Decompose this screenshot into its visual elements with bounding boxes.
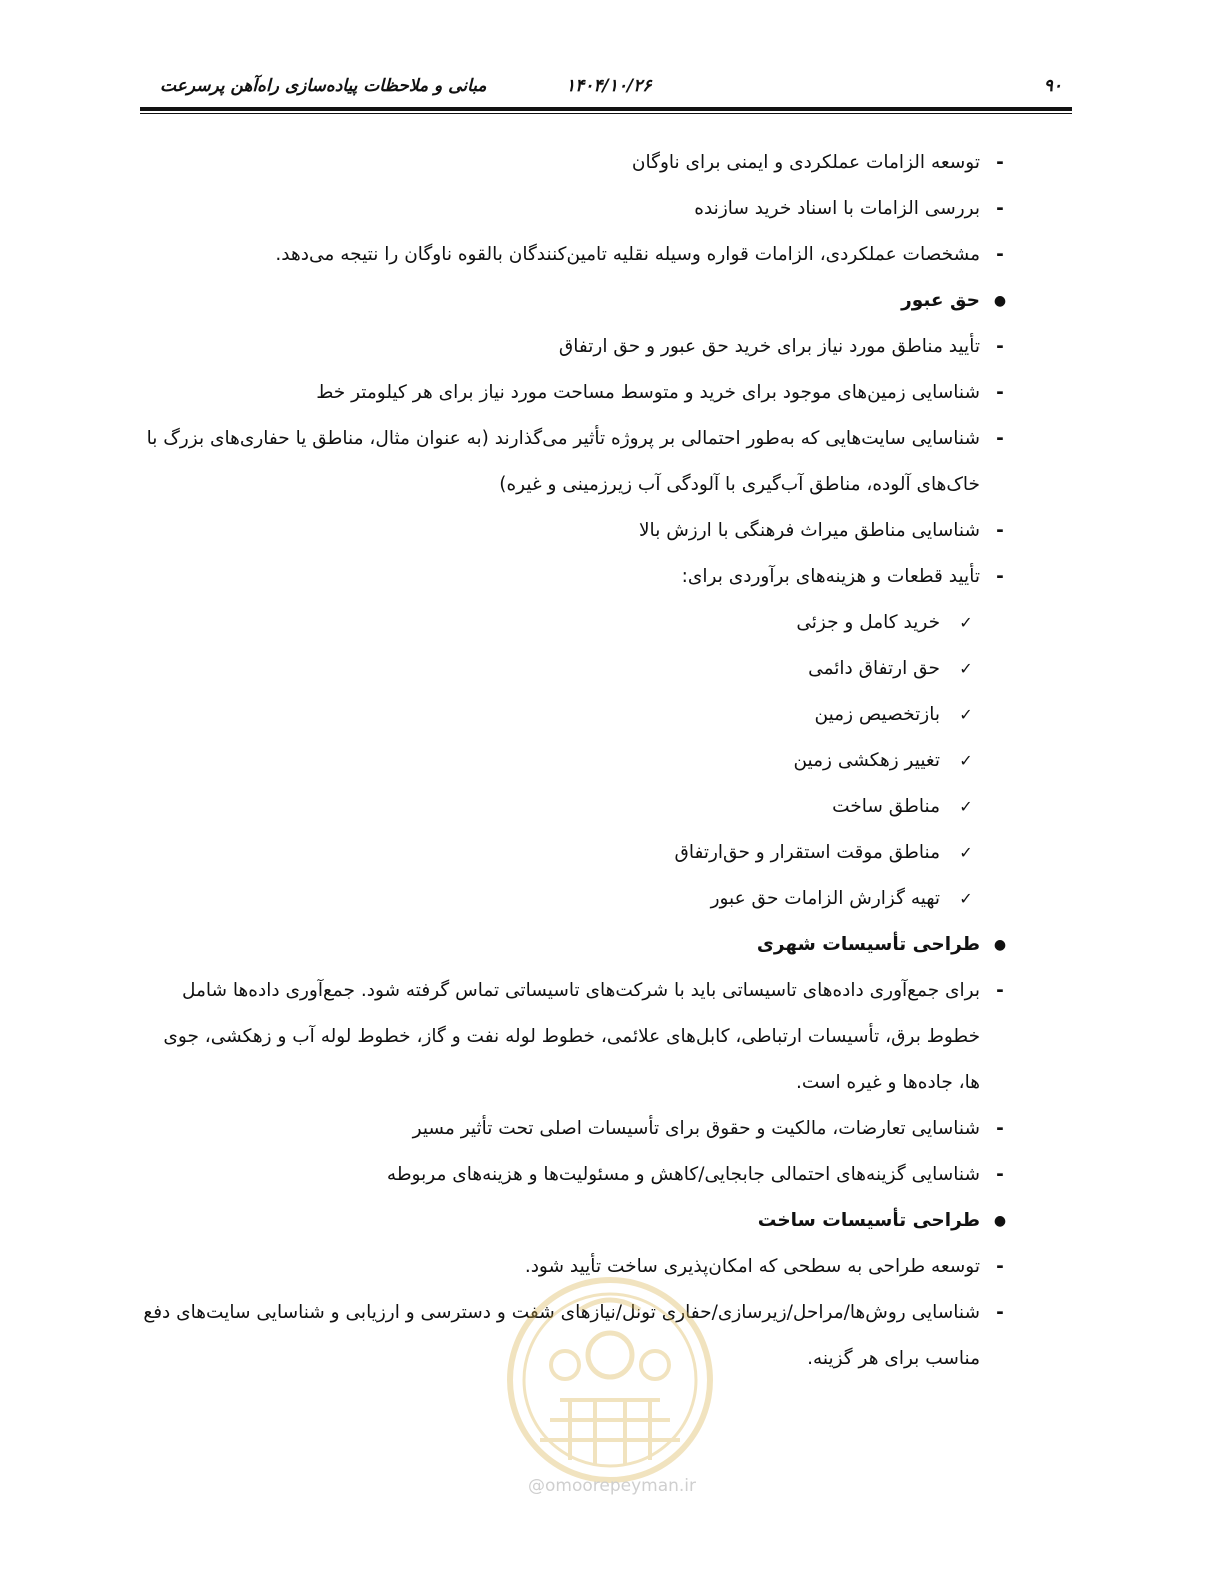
- section-heading-construction-facilities: [140, 1198, 1010, 1244]
- header-rule-thin: [140, 113, 1072, 114]
- list-item-text: توسعه الزامات عملکردی و ایمنی برای ناوگان: [631, 152, 980, 173]
- checklist-item: [140, 738, 976, 784]
- checklist-item-text: حق ارتفاق دائمی: [808, 658, 940, 679]
- dash-marker: -: [996, 244, 1004, 265]
- list-item-text: شناسایی تعارضات، مالکیت و حقوق برای تأسیسات اصلی تحت تأثیر مسیر: [412, 1118, 980, 1139]
- page-header: [140, 72, 1072, 106]
- checkmark-icon: ✓: [959, 889, 973, 908]
- header-rule-thick: [140, 107, 1072, 111]
- dash-marker: -: [996, 1118, 1004, 1139]
- checklist-item: [140, 600, 976, 646]
- list-item: [140, 324, 1010, 370]
- section-heading-text: طراحی تأسیسات ساخت: [757, 1210, 980, 1231]
- dash-marker: -: [996, 382, 1004, 403]
- list-item-text: شناسایی زمین‌های موجود برای خرید و متوسط مساحت مورد نیاز برای هر کیلومتر خط: [316, 382, 980, 403]
- list-item: [140, 232, 1010, 278]
- list-item-text: شناسایی سایت‌هایی که به‌طور احتمالی بر پروژه تأثیر می‌گذارند (به عنوان مثال، مناطق یا حفاری‌های بزرگ با خاک‌های آلوده، مناطق آب‌گیری با آلودگی آب زیرزمینی و غیره): [146, 428, 980, 495]
- checkmark-icon: ✓: [959, 797, 973, 816]
- watermark-seal-icon: [500, 1270, 720, 1510]
- dash-marker: -: [996, 428, 1004, 449]
- header-date: ۱۴۰۴/۱۰/۲۶: [566, 76, 652, 96]
- list-item: [140, 370, 1010, 416]
- header-title: مبانی و ملاحظات پیاده‌سازی راه‌آهن پرسرعت: [160, 76, 487, 96]
- dash-marker: -: [996, 198, 1004, 219]
- checkmark-icon: ✓: [959, 751, 973, 770]
- list-item-text: مشخصات عملکردی، الزامات قواره وسیله نقلیه تامین‌کنندگان بالقوه ناوگان را نتیجه می‌دهد.: [275, 244, 980, 265]
- list-item: [140, 968, 1010, 1106]
- checklist-item-text: تغییر زهکشی زمین: [793, 750, 940, 771]
- checkmark-icon: ✓: [959, 705, 973, 724]
- list-item-text: شناسایی گزینه‌های احتمالی جابجایی/کاهش و مسئولیت‌ها و هزینه‌های مربوطه: [386, 1164, 980, 1185]
- list-item: [140, 416, 1010, 508]
- list-item-text: بررسی الزامات با اسناد خرید سازنده: [694, 198, 980, 219]
- page-number: ۹۰: [1043, 76, 1062, 96]
- bullet-marker: ●: [993, 293, 1007, 309]
- checklist-item: [140, 646, 976, 692]
- section-heading-text: حق عبور: [901, 290, 980, 311]
- list-item-text: تأیید مناطق مورد نیاز برای خرید حق عبور و حق ارتفاق: [558, 336, 980, 357]
- list-item: [140, 140, 1010, 186]
- checklist-item-text: مناطق ساخت: [832, 796, 940, 817]
- watermark-text: @omoorepeyman.ir: [527, 1476, 697, 1496]
- section-heading-right-of-way: [140, 278, 1010, 324]
- dash-marker: -: [996, 1256, 1004, 1277]
- list-item-text: شناسایی مناطق میراث فرهنگی با ارزش بالا: [639, 520, 980, 541]
- dash-marker: -: [996, 520, 1004, 541]
- checkmark-icon: ✓: [959, 613, 973, 632]
- list-item-text: توسعه طراحی به سطحی که امکان‌پذیری ساخت تأیید شود.: [524, 1256, 980, 1277]
- list-item: [140, 508, 1010, 554]
- checklist-item-text: تهیه گزارش الزامات حق عبور: [710, 888, 940, 909]
- list-item: [140, 1106, 1010, 1152]
- list-item: [140, 1152, 1010, 1198]
- dash-marker: -: [996, 336, 1004, 357]
- list-item-text: شناسایی روش‌ها/مراحل/زیرسازی/حفاری تونل/نیازهای شفت و دسترسی و ارزیابی و شناسایی سایت‌های دفع مناسب برای هر گزینه.: [143, 1302, 980, 1369]
- section-heading-urban-utilities: [140, 922, 1010, 968]
- document-body: [140, 140, 1010, 1382]
- checkmark-icon: ✓: [959, 659, 973, 678]
- list-item: [140, 554, 1010, 600]
- section-heading-text: طراحی تأسیسات شهری: [756, 934, 980, 955]
- checkmark-icon: ✓: [959, 843, 973, 862]
- checklist-item: [140, 876, 976, 922]
- list-item-text: تأیید قطعات و هزینه‌های برآوردی برای:: [681, 566, 980, 587]
- checklist-item: [140, 830, 976, 876]
- checklist-item-text: بازتخصیص زمین: [814, 704, 940, 725]
- dash-marker: -: [996, 152, 1004, 173]
- checklist-item-text: مناطق موقت استقرار و حق‌ارتفاق: [674, 842, 940, 863]
- list-item: [140, 186, 1010, 232]
- dash-marker: -: [996, 1302, 1004, 1323]
- dash-marker: -: [996, 1164, 1004, 1185]
- dash-marker: -: [996, 566, 1004, 587]
- checklist-item-text: خرید کامل و جزئی: [796, 612, 940, 633]
- list-item-text: برای جمع‌آوری داده‌های تاسیساتی باید با شرکت‌های تاسیساتی تماس گرفته شود. جمع‌آوری داده‌ها شامل خطوط برق، تأسیسات ارتباطی، کابل‌های علائمی، خطوط لوله نفت و گاز، خطوط لوله آب و زهکشی، جوی ها، جاده‌ها و غیره است.: [163, 980, 980, 1093]
- bullet-marker: ●: [993, 1213, 1007, 1229]
- checklist-item: [140, 692, 976, 738]
- dash-marker: -: [996, 980, 1004, 1001]
- bullet-marker: ●: [993, 937, 1007, 953]
- checklist-item: [140, 784, 976, 830]
